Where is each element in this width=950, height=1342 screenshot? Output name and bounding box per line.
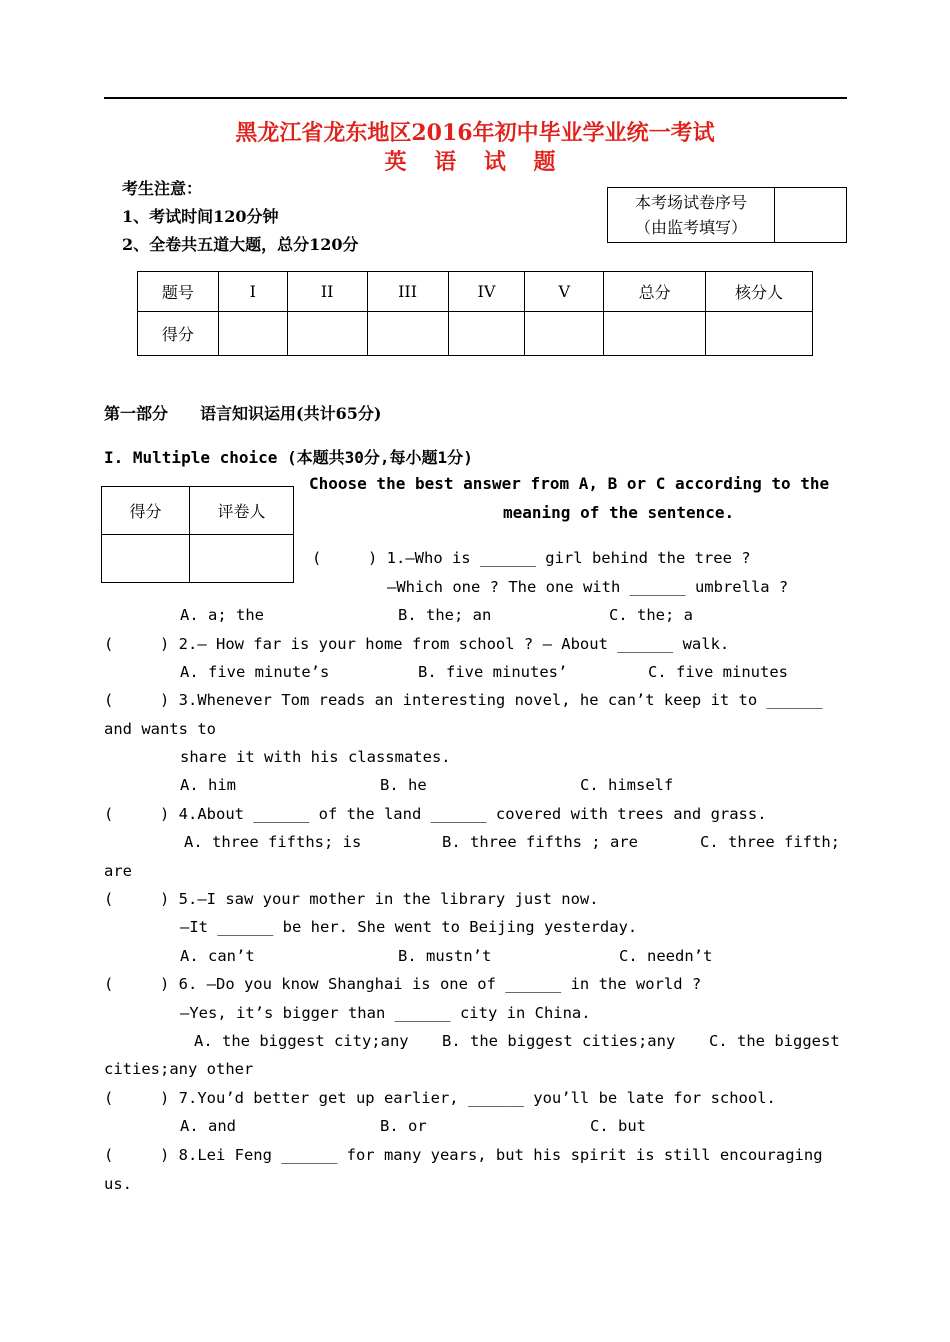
question-4-stem: ( ) 4.About ______ of the land ______ covered with trees and grass. [104,805,767,823]
question-7-option-c[interactable]: C. but [590,1117,646,1135]
score-cell[interactable] [525,312,604,356]
score-cell[interactable] [287,312,367,356]
score-header-cell: V [525,272,604,312]
question-7-stem: ( ) 7.You’d better get up earlier, ______ you’ll be late for school. [104,1089,776,1107]
question-3-stem-wrap: and wants to [104,720,216,738]
question-6-option-c[interactable]: C. the biggest [709,1032,840,1050]
question-6-option-a[interactable]: A. the biggest city;any [194,1032,409,1050]
grader-table [101,486,294,583]
score-header-cell: III [367,272,448,312]
serial-box-line-1: 本考场试卷序号 [634,193,747,212]
score-cell[interactable] [367,312,448,356]
grader-score-cell[interactable] [102,535,190,583]
question-2-option-b[interactable]: B. five minutes’ [418,663,568,681]
instruction-line-2: meaning of the sentence. [503,503,735,522]
question-1-option-c[interactable]: C. the; a [609,606,693,624]
score-header-cell: I [218,272,287,312]
question-3-stem: ( ) 3.Whenever Tom reads an interesting novel, he can’t keep it to ______ [104,691,823,709]
question-1-option-a[interactable]: A. a; the [180,606,264,624]
question-7-option-a[interactable]: A. and [180,1117,236,1135]
question-6-option-b[interactable]: B. the biggest cities;any [442,1032,676,1050]
exam-title: 黑龙江省龙东地区2016年初中毕业学业统一考试 [235,120,715,146]
score-cell[interactable] [604,312,706,356]
question-4-option-b[interactable]: B. three fifths ; are [442,833,638,851]
question-6-stem: ( ) 6. —Do you know Shanghai is one of ______ in the world ? [104,975,702,993]
question-1-stem: ( ) 1.—Who is ______ girl behind the tree ? [312,549,751,567]
question-2-option-c[interactable]: C. five minutes [648,663,788,681]
serial-box-value[interactable] [775,188,847,243]
score-cell[interactable] [706,312,813,356]
score-cell[interactable] [218,312,287,356]
score-cell[interactable] [448,312,525,356]
part1-heading: 第一部分 语言知识运用(共计65分) [104,404,382,423]
question-3-stem-2: share it with his classmates. [180,748,451,766]
question-2-stem: ( ) 2.— How far is your home from school ? — About ______ walk. [104,635,730,653]
question-1-stem-2: —Which one ? The one with ______ umbrella ? [387,578,789,596]
question-5-option-a[interactable]: A. can’t [180,947,255,965]
grader-name-cell[interactable] [190,535,294,583]
question-5-stem-2: —It ______ be her. She went to Beijing yesterday. [180,918,638,936]
grader-header-grader: 评卷人 [190,487,294,535]
score-header-cell: II [287,272,367,312]
question-2-option-a[interactable]: A. five minute’s [180,663,330,681]
question-5-option-b[interactable]: B. mustn’t [398,947,492,965]
serial-box-label [608,188,775,243]
question-6-stem-2: —Yes, it’s bigger than ______ city in China. [180,1004,591,1022]
question-7-option-b[interactable]: B. or [380,1117,427,1135]
notice-item-2: 2、全卷共五道大题，总分120分 [122,235,359,254]
question-3-option-c[interactable]: C. himself [580,776,674,794]
question-4-option-c[interactable]: C. three fifth; [700,833,840,851]
score-header-cell: 题号 [138,272,219,312]
question-5-stem: ( ) 5.—I saw your mother in the library just now. [104,890,599,908]
score-header-cell: 总分 [604,272,706,312]
exam-subtitle: 英 语 试 题 [384,149,566,175]
notice-item-1: 1、考试时间120分钟 [122,207,279,226]
question-4-option-wrap: are [104,862,132,880]
question-3-option-a[interactable]: A. him [180,776,236,794]
question-4-option-a[interactable]: A. three fifths; is [184,833,362,851]
score-table [137,271,813,356]
question-5-option-c[interactable]: C. needn’t [619,947,713,965]
score-row-label: 得分 [138,312,219,356]
question-8-stem: ( ) 8.Lei Feng ______ for many years, but his spirit is still encouraging [104,1146,823,1164]
instruction-line-1: Choose the best answer from A, B or C according to the [309,474,830,493]
serial-box [607,187,847,243]
question-3-option-b[interactable]: B. he [380,776,427,794]
question-6-option-wrap: cities;any other [104,1060,254,1078]
score-header-cell: IV [448,272,525,312]
question-1-option-b[interactable]: B. the; an [398,606,492,624]
notice-heading: 考生注意： [122,179,203,198]
grader-header-score: 得分 [102,487,190,535]
serial-box-line-2: （由监考填写） [634,218,747,237]
question-8-stem-wrap: us. [104,1175,132,1193]
section1-heading: I. Multiple choice (本题共30分,每小题1分) [104,448,473,467]
score-header-cell: 核分人 [706,272,813,312]
top-rule [104,97,847,99]
